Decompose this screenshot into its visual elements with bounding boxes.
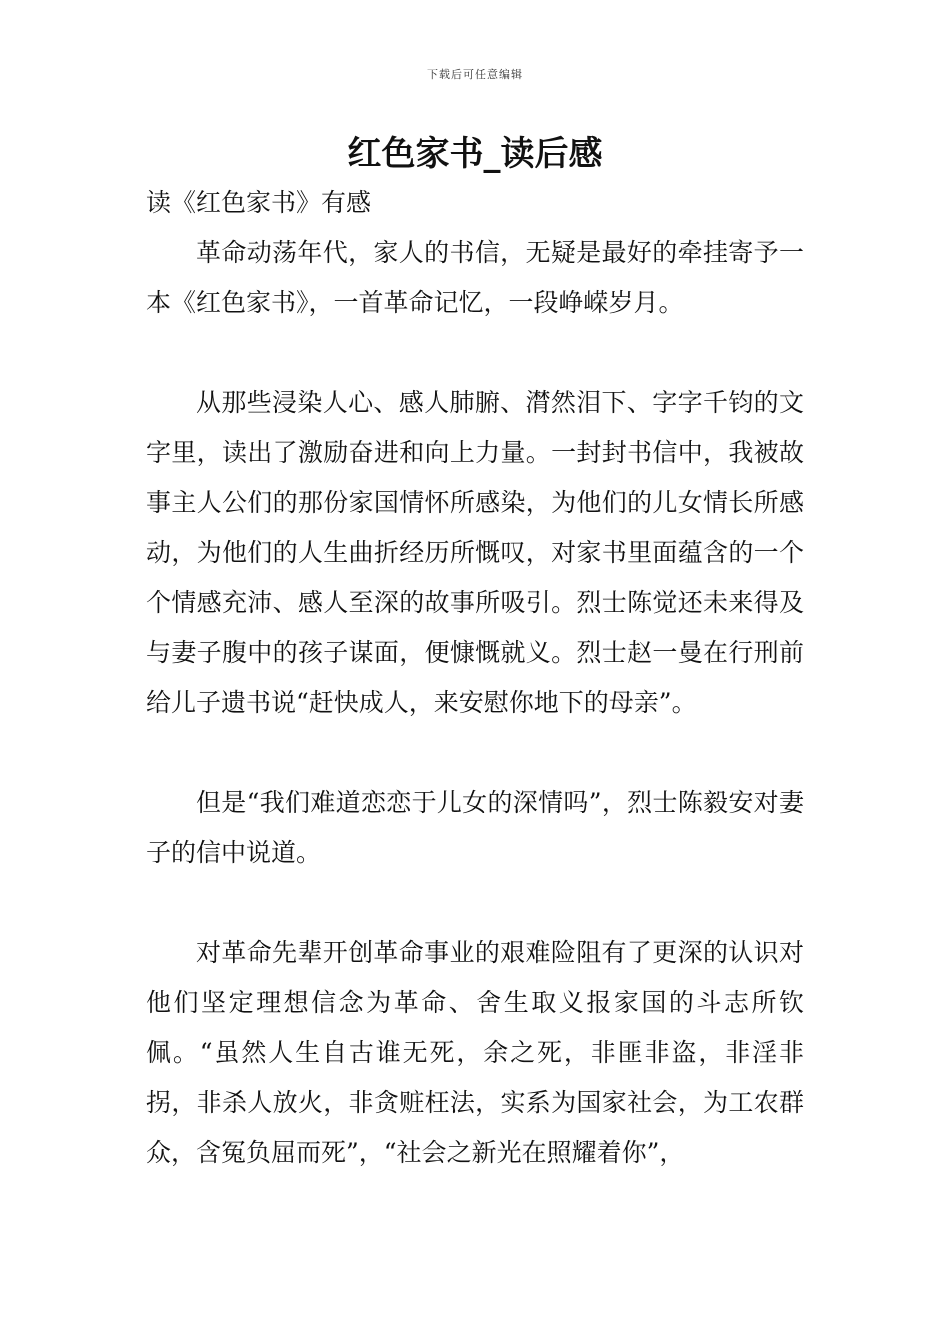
paragraph-2: 从那些浸染人心、感人肺腑、潸然泪下、字字千钧的文字里，读出了激励奋进和向上力量。一封封书信中，我被故事主人公们的那份家国情怀所感染，为他们的儿女情长所感动，为他们的人生曲折经历所慨叹，对家书里面蕴含的一个个情感充沛、感人至深的故事所吸引。烈士陈觉还未来得及与妻子腹中的孩子谋面，便慷慨就义。烈士赵一曼在行刑前给儿子遗书说“赶快成人，来安慰你地下的母亲”。	[146, 388, 804, 717]
paragraph-4: 对革命先辈开创革命事业的艰难险阻有了更深的认识对他们坚定理想信念为革命、舍生取义报家国的斗志所钦佩。“虽然人生自古谁无死，余之死，非匪非盗，非淫非拐，非杀人放火，非贪赃枉法，实系为国家社会，为工农群众，含冤负屈而死”，“社会之新光在照耀着你”，	[146, 938, 804, 1167]
paragraph-spacer	[146, 728, 804, 778]
document-title: 红色家书_读后感	[347, 134, 603, 174]
document-body	[146, 178, 804, 1178]
essay-subtitle: 读《红色家书》有感	[146, 188, 372, 217]
paragraph-3: 但是“我们难道恋恋于儿女的深情吗”，烈士陈毅安对妻子的信中说道。	[146, 788, 804, 867]
paragraph-1: 革命动荡年代，家人的书信，无疑是最好的牵挂寄予一本《红色家书》，一首革命记忆，一段峥嵘岁月。	[146, 238, 804, 317]
paragraph-spacer	[146, 878, 804, 928]
header-note: 下载后可任意编辑	[427, 68, 523, 81]
paragraph-spacer	[146, 328, 804, 378]
